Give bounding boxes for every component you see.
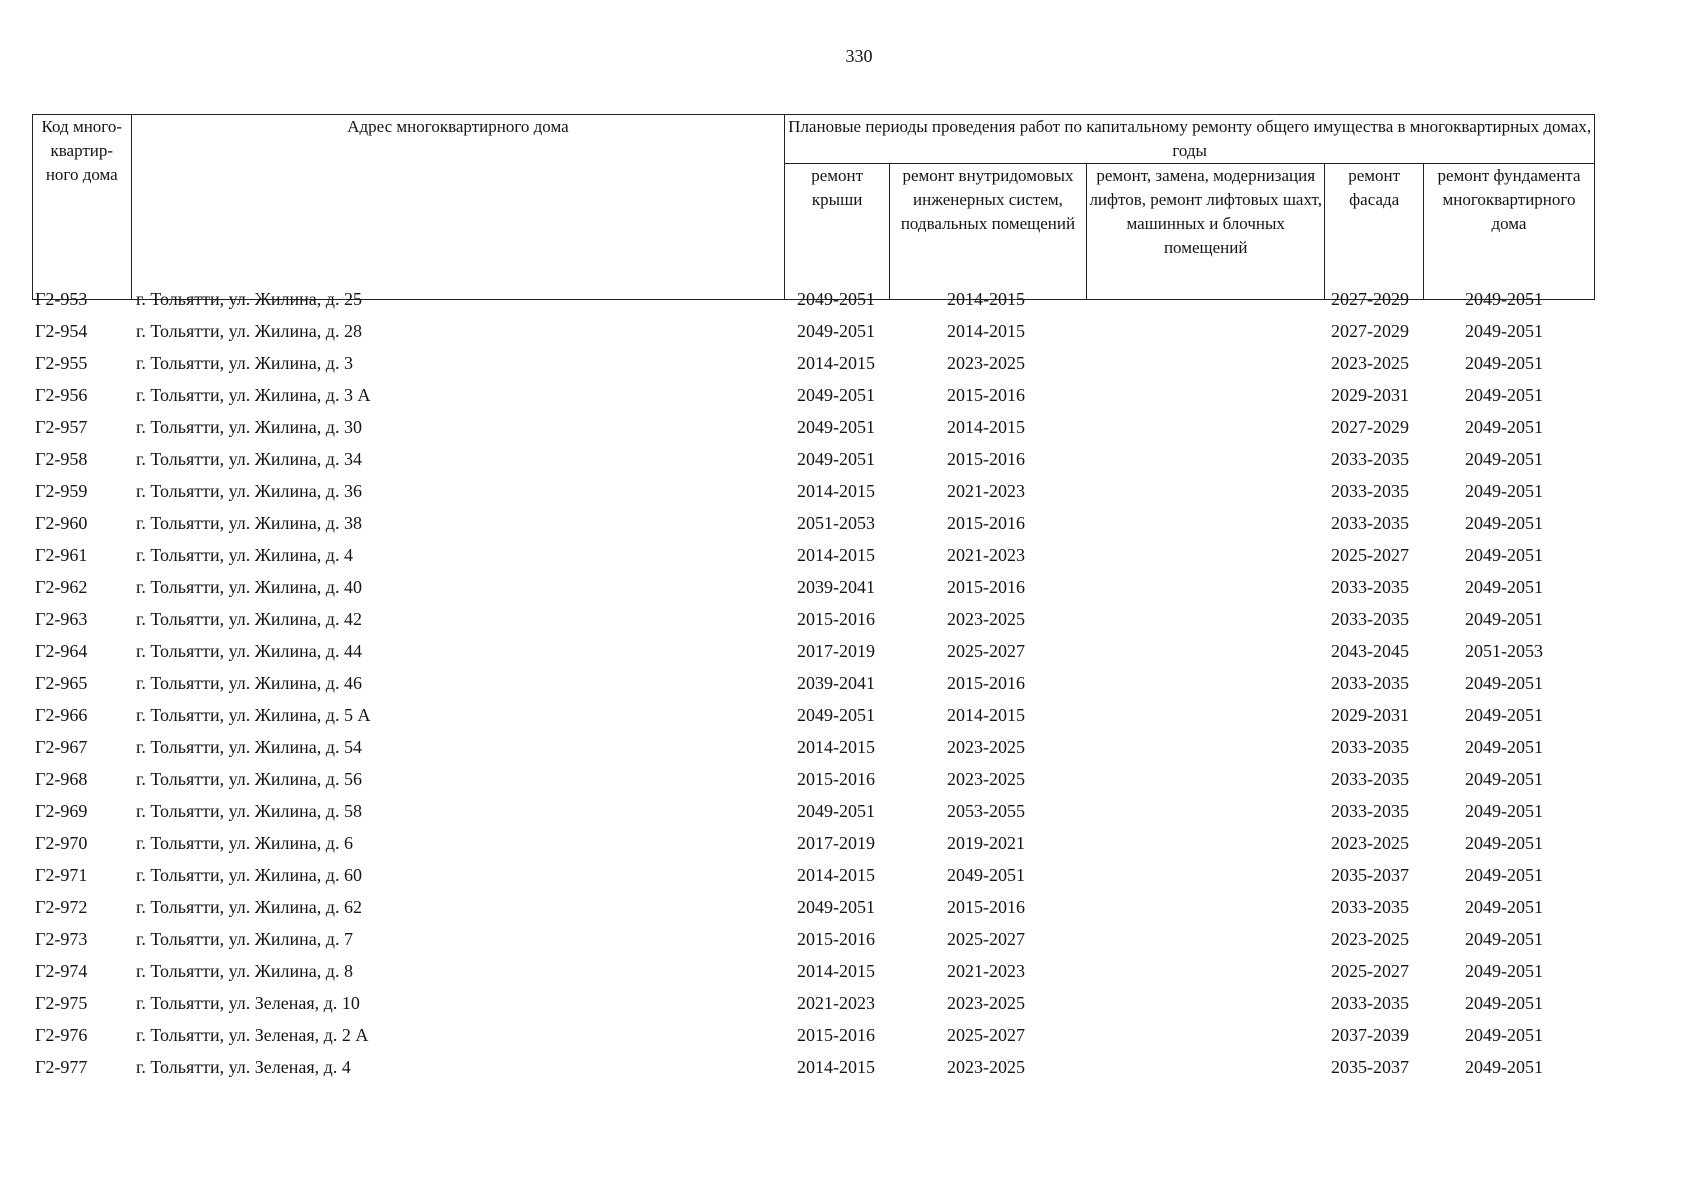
cell-address: г. Тольятти, ул. Жилина, д. 44 (136, 641, 362, 661)
table-row (32, 897, 1595, 929)
cell-address: г. Тольятти, ул. Жилина, д. 54 (136, 737, 362, 757)
cell-foundation: 2049-2051 (1465, 289, 1543, 309)
cell-roof: 2014-2015 (797, 353, 875, 373)
cell-foundation: 2049-2051 (1465, 705, 1543, 725)
cell-code: Г2-954 (35, 321, 88, 341)
cell-roof: 2017-2019 (797, 833, 875, 853)
cell-foundation: 2049-2051 (1465, 929, 1543, 949)
cell-address: г. Тольятти, ул. Жилина, д. 60 (136, 865, 362, 885)
table-row (32, 865, 1595, 897)
cell-code: Г2-969 (35, 801, 88, 821)
cell-engineering: 2015-2016 (947, 513, 1025, 533)
cell-address: г. Тольятти, ул. Жилина, д. 5 А (136, 705, 371, 725)
cell-facade: 2033-2035 (1331, 801, 1409, 821)
table-row (32, 833, 1595, 865)
cell-code: Г2-975 (35, 993, 88, 1013)
cell-address: г. Тольятти, ул. Зеленая, д. 10 (136, 993, 360, 1013)
cell-foundation: 2049-2051 (1465, 481, 1543, 501)
table-row (32, 289, 1595, 321)
cell-roof: 2049-2051 (797, 897, 875, 917)
cell-code: Г2-974 (35, 961, 88, 981)
table-row (32, 769, 1595, 801)
cell-facade: 2035-2037 (1331, 1057, 1409, 1077)
cell-roof: 2049-2051 (797, 449, 875, 469)
cell-facade: 2027-2029 (1331, 321, 1409, 341)
cell-engineering: 2015-2016 (947, 385, 1025, 405)
cell-facade: 2023-2025 (1331, 353, 1409, 373)
cell-facade: 2033-2035 (1331, 449, 1409, 469)
cell-code: Г2-963 (35, 609, 88, 629)
cell-facade: 2043-2045 (1331, 641, 1409, 661)
header-elevators: ремонт, замена, модернизация лифтов, ремонт лифтовых шахт, машинных и блочных помещений (1087, 164, 1325, 300)
cell-roof: 2014-2015 (797, 865, 875, 885)
cell-roof: 2049-2051 (797, 289, 875, 309)
cell-roof: 2014-2015 (797, 737, 875, 757)
cell-code: Г2-957 (35, 417, 88, 437)
cell-foundation: 2049-2051 (1465, 321, 1543, 341)
table-row (32, 961, 1595, 993)
cell-roof: 2015-2016 (797, 769, 875, 789)
cell-engineering: 2014-2015 (947, 705, 1025, 725)
cell-address: г. Тольятти, ул. Зеленая, д. 4 (136, 1057, 351, 1077)
table-row (32, 993, 1595, 1025)
header-code: Код много-квартир-ного дома (33, 115, 132, 300)
cell-address: г. Тольятти, ул. Жилина, д. 58 (136, 801, 362, 821)
cell-facade: 2025-2027 (1331, 961, 1409, 981)
cell-engineering: 2019-2021 (947, 833, 1025, 853)
cell-engineering: 2025-2027 (947, 1025, 1025, 1045)
cell-address: г. Тольятти, ул. Зеленая, д. 2 А (136, 1025, 369, 1045)
table-row (32, 1025, 1595, 1057)
cell-engineering: 2023-2025 (947, 769, 1025, 789)
cell-foundation: 2049-2051 (1465, 801, 1543, 821)
cell-address: г. Тольятти, ул. Жилина, д. 56 (136, 769, 362, 789)
cell-engineering: 2015-2016 (947, 673, 1025, 693)
cell-foundation: 2049-2051 (1465, 449, 1543, 469)
table-row (32, 385, 1595, 417)
table-row (32, 705, 1595, 737)
table-header (32, 114, 1595, 300)
cell-roof: 2049-2051 (797, 385, 875, 405)
cell-code: Г2-961 (35, 545, 88, 565)
table-row (32, 577, 1595, 609)
cell-foundation: 2049-2051 (1465, 833, 1543, 853)
cell-code: Г2-977 (35, 1057, 88, 1077)
table-row (32, 353, 1595, 385)
cell-foundation: 2049-2051 (1465, 385, 1543, 405)
cell-foundation: 2049-2051 (1465, 897, 1543, 917)
cell-engineering: 2014-2015 (947, 417, 1025, 437)
table-row (32, 321, 1595, 353)
cell-foundation: 2049-2051 (1465, 1025, 1543, 1045)
cell-engineering: 2023-2025 (947, 353, 1025, 373)
cell-facade: 2033-2035 (1331, 673, 1409, 693)
cell-code: Г2-972 (35, 897, 88, 917)
cell-roof: 2015-2016 (797, 929, 875, 949)
cell-foundation: 2049-2051 (1465, 673, 1543, 693)
cell-code: Г2-966 (35, 705, 88, 725)
cell-code: Г2-958 (35, 449, 88, 469)
cell-engineering: 2023-2025 (947, 609, 1025, 629)
header-address: Адрес многоквартирного дома (131, 115, 785, 300)
cell-roof: 2015-2016 (797, 609, 875, 629)
cell-address: г. Тольятти, ул. Жилина, д. 38 (136, 513, 362, 533)
cell-foundation: 2049-2051 (1465, 737, 1543, 757)
cell-roof: 2049-2051 (797, 321, 875, 341)
cell-facade: 2033-2035 (1331, 769, 1409, 789)
table-row (32, 1057, 1595, 1089)
cell-address: г. Тольятти, ул. Жилина, д. 42 (136, 609, 362, 629)
table-row (32, 641, 1595, 673)
cell-foundation: 2049-2051 (1465, 417, 1543, 437)
cell-engineering: 2015-2016 (947, 897, 1025, 917)
cell-engineering: 2023-2025 (947, 993, 1025, 1013)
cell-roof: 2021-2023 (797, 993, 875, 1013)
cell-code: Г2-967 (35, 737, 88, 757)
cell-roof: 2017-2019 (797, 641, 875, 661)
cell-facade: 2033-2035 (1331, 513, 1409, 533)
cell-address: г. Тольятти, ул. Жилина, д. 30 (136, 417, 362, 437)
cell-roof: 2049-2051 (797, 417, 875, 437)
header-facade: ремонт фасада (1325, 164, 1424, 300)
cell-code: Г2-970 (35, 833, 88, 853)
cell-roof: 2039-2041 (797, 673, 875, 693)
cell-engineering: 2021-2023 (947, 481, 1025, 501)
cell-roof: 2015-2016 (797, 1025, 875, 1045)
header-periods: Плановые периоды проведения работ по капитальному ремонту общего имущества в многоквартирных домах, годы (785, 115, 1595, 164)
cell-engineering: 2049-2051 (947, 865, 1025, 885)
table-row (32, 801, 1595, 833)
cell-code: Г2-971 (35, 865, 88, 885)
cell-roof: 2049-2051 (797, 705, 875, 725)
cell-facade: 2033-2035 (1331, 577, 1409, 597)
table-row (32, 737, 1595, 769)
cell-address: г. Тольятти, ул. Жилина, д. 46 (136, 673, 362, 693)
cell-address: г. Тольятти, ул. Жилина, д. 6 (136, 833, 353, 853)
cell-facade: 2025-2027 (1331, 545, 1409, 565)
cell-code: Г2-965 (35, 673, 88, 693)
cell-roof: 2014-2015 (797, 961, 875, 981)
cell-facade: 2035-2037 (1331, 865, 1409, 885)
table-row (32, 545, 1595, 577)
cell-roof: 2049-2051 (797, 801, 875, 821)
cell-engineering: 2025-2027 (947, 929, 1025, 949)
cell-foundation: 2049-2051 (1465, 865, 1543, 885)
cell-address: г. Тольятти, ул. Жилина, д. 7 (136, 929, 353, 949)
cell-facade: 2033-2035 (1331, 609, 1409, 629)
cell-engineering: 2014-2015 (947, 289, 1025, 309)
cell-address: г. Тольятти, ул. Жилина, д. 8 (136, 961, 353, 981)
cell-roof: 2014-2015 (797, 481, 875, 501)
cell-code: Г2-968 (35, 769, 88, 789)
cell-engineering: 2021-2023 (947, 545, 1025, 565)
table-row (32, 481, 1595, 513)
cell-code: Г2-962 (35, 577, 88, 597)
cell-facade: 2033-2035 (1331, 481, 1409, 501)
cell-engineering: 2025-2027 (947, 641, 1025, 661)
cell-code: Г2-964 (35, 641, 88, 661)
cell-code: Г2-956 (35, 385, 88, 405)
cell-foundation: 2049-2051 (1465, 1057, 1543, 1077)
cell-address: г. Тольятти, ул. Жилина, д. 25 (136, 289, 362, 309)
cell-roof: 2051-2053 (797, 513, 875, 533)
cell-foundation: 2051-2053 (1465, 641, 1543, 661)
cell-facade: 2023-2025 (1331, 833, 1409, 853)
cell-foundation: 2049-2051 (1465, 769, 1543, 789)
table-row (32, 609, 1595, 641)
table-body (32, 289, 1595, 1089)
cell-foundation: 2049-2051 (1465, 609, 1543, 629)
header-foundation: ремонт фундамента многоквартирного дома (1423, 164, 1594, 300)
cell-code: Г2-959 (35, 481, 88, 501)
cell-facade: 2033-2035 (1331, 897, 1409, 917)
cell-facade: 2027-2029 (1331, 417, 1409, 437)
cell-address: г. Тольятти, ул. Жилина, д. 34 (136, 449, 362, 469)
cell-facade: 2029-2031 (1331, 385, 1409, 405)
table-row (32, 929, 1595, 961)
cell-address: г. Тольятти, ул. Жилина, д. 36 (136, 481, 362, 501)
cell-foundation: 2049-2051 (1465, 961, 1543, 981)
cell-address: г. Тольятти, ул. Жилина, д. 28 (136, 321, 362, 341)
cell-foundation: 2049-2051 (1465, 577, 1543, 597)
cell-code: Г2-973 (35, 929, 88, 949)
cell-address: г. Тольятти, ул. Жилина, д. 62 (136, 897, 362, 917)
cell-engineering: 2015-2016 (947, 577, 1025, 597)
page-number: 330 (845, 46, 873, 66)
table-row (32, 513, 1595, 545)
cell-facade: 2029-2031 (1331, 705, 1409, 725)
cell-address: г. Тольятти, ул. Жилина, д. 3 А (136, 385, 371, 405)
cell-engineering: 2014-2015 (947, 321, 1025, 341)
cell-address: г. Тольятти, ул. Жилина, д. 4 (136, 545, 353, 565)
cell-engineering: 2015-2016 (947, 449, 1025, 469)
cell-engineering: 2023-2025 (947, 1057, 1025, 1077)
header-roof: ремонт крыши (785, 164, 890, 300)
cell-engineering: 2021-2023 (947, 961, 1025, 981)
cell-facade: 2023-2025 (1331, 929, 1409, 949)
cell-address: г. Тольятти, ул. Жилина, д. 40 (136, 577, 362, 597)
cell-roof: 2039-2041 (797, 577, 875, 597)
cell-foundation: 2049-2051 (1465, 545, 1543, 565)
cell-roof: 2014-2015 (797, 1057, 875, 1077)
cell-facade: 2033-2035 (1331, 737, 1409, 757)
cell-facade: 2033-2035 (1331, 993, 1409, 1013)
header-engineering: ремонт внутридомовых инженерных систем, подвальных помещений (889, 164, 1086, 300)
table-row (32, 673, 1595, 705)
cell-foundation: 2049-2051 (1465, 353, 1543, 373)
table-row (32, 417, 1595, 449)
cell-foundation: 2049-2051 (1465, 993, 1543, 1013)
cell-facade: 2027-2029 (1331, 289, 1409, 309)
cell-engineering: 2023-2025 (947, 737, 1025, 757)
cell-code: Г2-960 (35, 513, 88, 533)
cell-foundation: 2049-2051 (1465, 513, 1543, 533)
table-row (32, 449, 1595, 481)
cell-code: Г2-953 (35, 289, 88, 309)
cell-roof: 2014-2015 (797, 545, 875, 565)
cell-address: г. Тольятти, ул. Жилина, д. 3 (136, 353, 353, 373)
cell-engineering: 2053-2055 (947, 801, 1025, 821)
cell-facade: 2037-2039 (1331, 1025, 1409, 1045)
cell-code: Г2-976 (35, 1025, 88, 1045)
cell-code: Г2-955 (35, 353, 88, 373)
